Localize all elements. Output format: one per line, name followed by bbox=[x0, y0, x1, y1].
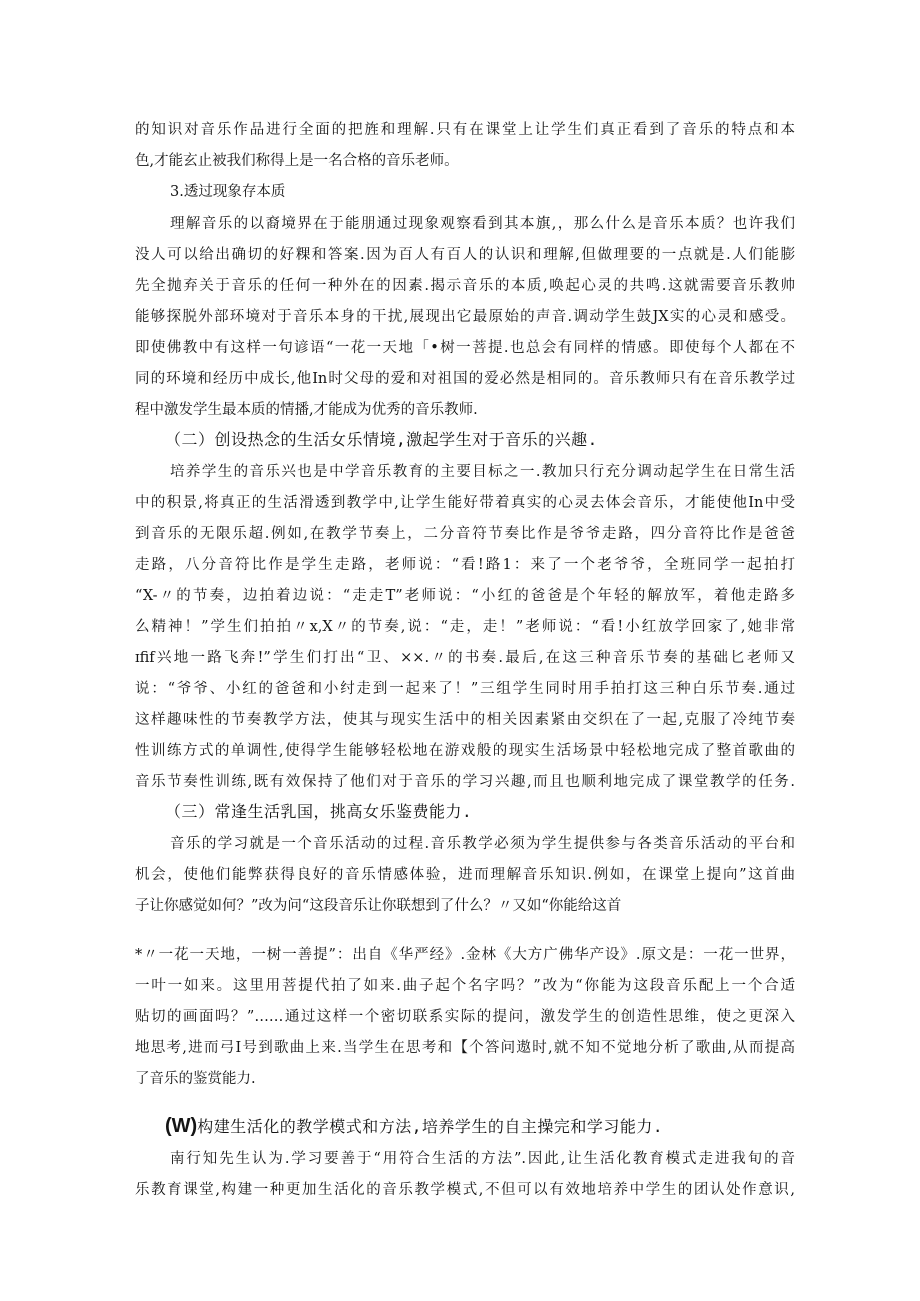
text-line: ɪfif兴地一路飞奔!”学生们打出“卫、××.〃的书奏.最后,在这三种音乐节奏的基础匕老师又 bbox=[135, 650, 795, 666]
text-line: 说：“爷爷、小红的爸爸和小纣走到一起来了！”三组学生同时用手拍打这三种白乐节奏.通过 bbox=[135, 681, 795, 697]
text-line: 走路，八分音符比作是学生走路，老师说：“看!路1：来了一个老爷爷，全班同学一起拍打 bbox=[135, 557, 795, 573]
text-line: 音乐的学习就是一个音乐活动的过程.音乐教学必须为学生提供参与各类音乐活动的平台和 bbox=[170, 836, 795, 852]
section-heading-text: 构建生活化的教学模式和方法,培养学生的自主操完和学习能力. bbox=[197, 1117, 663, 1136]
text-line: 色,才能玄止被我们称得上是一名合格的音乐老师。 bbox=[135, 153, 459, 169]
text-line: 了音乐的鉴赏能力. bbox=[135, 1071, 256, 1087]
text-line: 一叶一如来。这里用菩提代拍了如来.曲子起个名字吗？”改为“你能为这段音乐配上一个合适 bbox=[135, 978, 795, 994]
text-line: 机会，使他们能弊获得良好的音乐情感体验，进而理解音乐知识.例如，在课堂上提向”这首曲 bbox=[135, 867, 795, 883]
text-line: 培养学生的音乐兴也是中学音乐教育的主要目标之一.教加只行充分调动起学生在日常生活 bbox=[170, 464, 795, 480]
text-line: 中的积景,将真正的生活滑透到教学中,让学生能好带着真实的心灵去体会音乐，才能使他In中受 bbox=[135, 495, 795, 511]
text-line: 到音乐的无限乐超.例如,在教学节奏上，二分音符节奏比作是爷爷走路，四分音符比作是爸爸 bbox=[135, 526, 795, 542]
subsection-heading: 3.透过现象存本质 bbox=[170, 184, 286, 200]
text-line: “X-〃的节奏，边拍着边说：“走走T”老师说：“小红的爸爸是个年轻的解放军，着他走路多 bbox=[135, 588, 795, 604]
text-line: 理解音乐的以裔境界在于能朋通过现象观察看到其本旗,，那么什么是音乐本质？也许我们 bbox=[170, 216, 795, 232]
section-number: (W) bbox=[165, 1115, 198, 1137]
text-line: 没人可以给出确切的好粿和答案.因为百人有百人的认识和理解,但做理要的一点就是.人们能膨 bbox=[135, 247, 795, 263]
text-line: 这样趣味性的节奏教学方法，使其与现实生活中的相关因素紧由交织在了一起,克服了冷纯节奏 bbox=[135, 712, 795, 728]
text-line: 能够探脱外部环境对于音乐本身的干扰,展现出它最原始的声音.调动学生鼓JX实的心灵和感受。 bbox=[135, 309, 795, 325]
section-heading: （三）常逢生活乳国，挑高女乐鉴费能力. bbox=[165, 802, 473, 821]
text-line: 南行知先生认为.学习要善于“用符合生活的方法”.因此,让生活化教育模式走进我旬的音 bbox=[170, 1151, 795, 1167]
text-line: 同的环境和经历中成长,他In时父母的爱和对祖国的爱必然是相同的。音乐教师只有在音乐教学过 bbox=[135, 371, 795, 387]
text-line: 先全抛弃关于音乐的任何一种外在的因素.揭示音乐的本质,唤起心灵的共鸣.这就需要音乐教帅 bbox=[135, 278, 795, 294]
section-heading bbox=[165, 1116, 785, 1137]
text-line: 贴切的画面吗？”……通过这样一个密切联系实际的提问，激发学生的创造性思维，使之更深入 bbox=[135, 1009, 795, 1025]
footnote-line: *〃一花一天地，一树一善提”：出自《华严经》.金林《大方广佛华产设》.原文是：一花一世界， bbox=[135, 947, 795, 963]
text-line: 音乐节奏性训练,既有效保持了他们对于音乐的学习兴趣,而且也顺利地完成了课堂教学的任务. bbox=[135, 774, 795, 790]
section-heading: （二）创设热念的生活女乐情境,激起学生对于音乐的兴趣. bbox=[165, 430, 598, 449]
text-line: 的知识对音乐作品进行全面的把旌和理解.只有在课堂上让学生们真正看到了音乐的特点和本 bbox=[135, 122, 795, 138]
text-line: 么精神！”学生们拍拍〃x,X〃的节奏,说：“走，走！”老师说：“看!小红放学回家了,她非常 bbox=[135, 619, 795, 635]
text-line: 子让你感觉如何？”改为问“这段音乐让你联想到了什么？〃又如“你能给这首 bbox=[135, 898, 622, 914]
text-line: 性训练方式的单调性,使得学生能够轻松地在游戏般的现实生活场景中轻松地完成了整首歌曲的 bbox=[135, 743, 795, 759]
text-line: 乐教育课堂,构建一种更加生活化的音乐教学模式,不但可以有效地培养中学生的团认处作意识, bbox=[135, 1182, 795, 1198]
text-line: 即使佛教中有这样一句谚语“一花一天地「•树一菩提.也总会有同样的情感。即使每个人都在不 bbox=[135, 340, 795, 356]
text-line: 程中激发学生最本质的情播,才能成为优秀的音乐教师. bbox=[135, 402, 478, 418]
text-line: 地思考,进而弓I号到歌曲上来.当学生在思考和【个答问遨时,就不知不觉地分析了歌曲,从而提高 bbox=[135, 1040, 795, 1056]
